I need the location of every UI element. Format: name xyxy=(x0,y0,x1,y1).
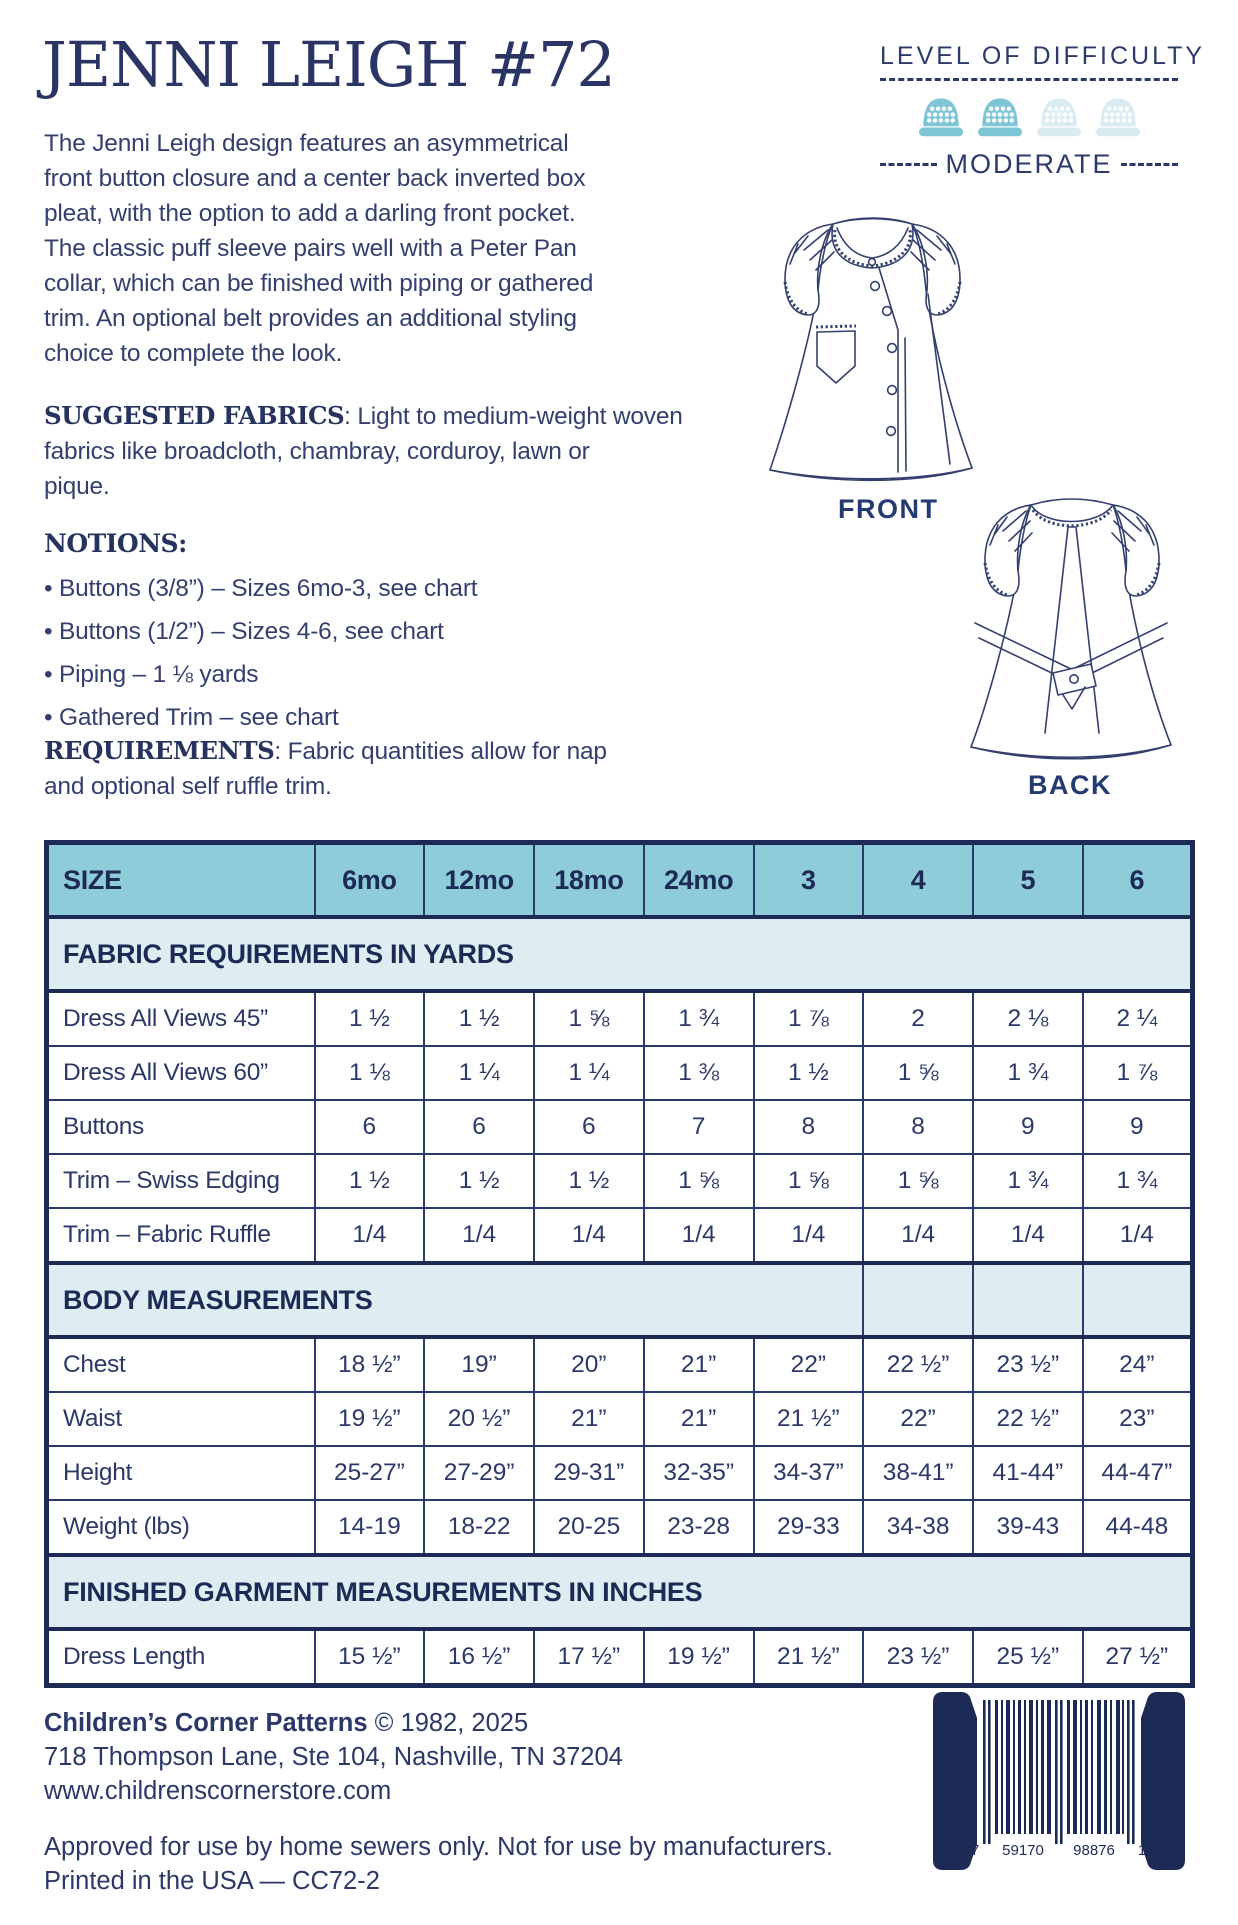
cell: 20-25 xyxy=(534,1500,644,1555)
row-label: Height xyxy=(47,1446,315,1500)
cell: 1 ½ xyxy=(534,1154,644,1208)
cell: 21” xyxy=(534,1392,644,1446)
row-label: Trim – Fabric Ruffle xyxy=(47,1208,315,1263)
thimble-icon xyxy=(1034,93,1084,139)
copyright-text: © 1982, 2025 xyxy=(374,1709,529,1737)
difficulty-heading: LEVEL OF DIFFICULTY xyxy=(880,42,1206,70)
approval-notice: Approved for use by home sewers only. Not for use by manufacturers. xyxy=(44,1833,833,1861)
cell: 14-19 xyxy=(315,1500,425,1555)
table-row xyxy=(47,1208,1193,1263)
column-header: 24mo xyxy=(644,843,754,918)
cell: 1 ¾ xyxy=(644,991,754,1046)
cell: 25-27” xyxy=(315,1446,425,1500)
cell: 29-33 xyxy=(754,1500,864,1555)
cell: 29-31” xyxy=(534,1446,644,1500)
cell: 1 ⅜ xyxy=(644,1046,754,1100)
cell: 44-47” xyxy=(1083,1446,1193,1500)
back-view-label: BACK xyxy=(1028,770,1112,800)
barcode-digits-group: 59170 xyxy=(1002,1842,1044,1859)
cell: 1/4 xyxy=(534,1208,644,1263)
requirements-heading: REQUIREMENTS xyxy=(44,736,275,765)
cell: 1 ¼ xyxy=(424,1046,534,1100)
cell: 27 ½” xyxy=(1083,1629,1193,1686)
dress-back-illustration xyxy=(945,483,1197,771)
cell: 21” xyxy=(644,1392,754,1446)
printed-notice: Printed in the USA — CC72-2 xyxy=(44,1867,380,1895)
cell: 32-35” xyxy=(644,1446,754,1500)
description-line: choice to complete the look. xyxy=(44,340,343,367)
barcode-digit: 1 xyxy=(1137,1842,1147,1859)
cell: 1/4 xyxy=(863,1208,973,1263)
cell: 1 ½ xyxy=(315,991,425,1046)
section-title-body: BODY MEASUREMENTS xyxy=(47,1263,864,1337)
cell: 6 xyxy=(534,1100,644,1154)
cell: 25 ½” xyxy=(973,1629,1083,1686)
size-chart-table xyxy=(44,840,1195,1688)
thimble-rating xyxy=(880,93,1178,139)
cell: 1 ⅝ xyxy=(863,1046,973,1100)
column-header: 6mo xyxy=(315,843,425,918)
cell: 23” xyxy=(1083,1392,1193,1446)
publisher-website: www.childrenscornerstore.com xyxy=(44,1777,392,1805)
cell: 1/4 xyxy=(424,1208,534,1263)
cell: 1 ½ xyxy=(754,1046,864,1100)
empty-cell xyxy=(1083,1263,1193,1337)
cell: 1 ⅞ xyxy=(1083,1046,1193,1100)
cell: 1 ⅝ xyxy=(863,1154,973,1208)
cell: 1 ¼ xyxy=(534,1046,644,1100)
column-header: 12mo xyxy=(424,843,534,918)
suggested-fabrics-text: pique. xyxy=(44,473,110,500)
column-header: 6 xyxy=(1083,843,1193,918)
cell: 1 ½ xyxy=(424,991,534,1046)
thimble-icon xyxy=(975,93,1025,139)
difficulty-level xyxy=(880,149,1178,180)
difficulty-meter xyxy=(880,42,1206,180)
cell: 1/4 xyxy=(973,1208,1083,1263)
description-line: The classic puff sleeve pairs well with a Peter Pan xyxy=(44,235,577,262)
notion-item: • Buttons (3/8”) – Sizes 6mo-3, see chart xyxy=(44,575,478,602)
cell: 21” xyxy=(644,1337,754,1392)
cell: 1/4 xyxy=(1083,1208,1193,1263)
cell: 1/4 xyxy=(644,1208,754,1263)
cell: 22” xyxy=(863,1392,973,1446)
column-header: 3 xyxy=(754,843,864,918)
barcode-digits-group: 98876 xyxy=(1073,1842,1115,1859)
requirements-section xyxy=(44,733,607,804)
notion-item: • Buttons (1/2”) – Sizes 4-6, see chart xyxy=(44,618,444,645)
empty-cell xyxy=(863,1263,973,1337)
publisher-name: Children’s Corner Patterns xyxy=(44,1709,368,1737)
cell: 19 ½” xyxy=(315,1392,425,1446)
cell: 1 ⅞ xyxy=(754,991,864,1046)
row-label: Weight (lbs) xyxy=(47,1500,315,1555)
dash-segment xyxy=(880,163,937,166)
section-title-fabric: FABRIC REQUIREMENTS IN YARDS xyxy=(47,917,1193,991)
row-label: Dress All Views 60” xyxy=(47,1046,315,1100)
upc-barcode xyxy=(933,1692,1185,1870)
table-row xyxy=(47,1500,1193,1555)
cell: 21 ½” xyxy=(754,1629,864,1686)
section-header-row xyxy=(47,1555,1193,1629)
cell: 34-38 xyxy=(863,1500,973,1555)
notions-section xyxy=(44,526,477,739)
cell: 1 ⅝ xyxy=(534,991,644,1046)
suggested-fabrics-section xyxy=(44,398,683,504)
cell: 27-29” xyxy=(424,1446,534,1500)
section-title-finished: FINISHED GARMENT MEASUREMENTS IN INCHES xyxy=(47,1555,1193,1629)
publisher-address: 718 Thompson Lane, Ste 104, Nashville, TN 37204 xyxy=(44,1743,623,1771)
cell: 1 ½ xyxy=(315,1154,425,1208)
description-line: trim. An optional belt provides an additional styling xyxy=(44,305,577,332)
row-label: Dress Length xyxy=(47,1629,315,1686)
suggested-fabrics-heading: SUGGESTED FABRICS xyxy=(44,401,345,430)
description-line: collar, which can be finished with piping or gathered xyxy=(44,270,594,297)
description-line: front button closure and a center back inverted box xyxy=(44,165,586,192)
cell: 15 ½” xyxy=(315,1629,425,1686)
thimble-icon xyxy=(916,93,966,139)
suggested-fabrics-text: : Light to medium-weight woven xyxy=(344,403,683,430)
table-row xyxy=(47,1154,1193,1208)
row-label: Trim – Swiss Edging xyxy=(47,1154,315,1208)
cell: 22 ½” xyxy=(973,1392,1083,1446)
table-row xyxy=(47,1046,1193,1100)
front-view-label: FRONT xyxy=(838,494,939,524)
row-label: Chest xyxy=(47,1337,315,1392)
cell: 18-22 xyxy=(424,1500,534,1555)
cell: 16 ½” xyxy=(424,1629,534,1686)
cell: 7 xyxy=(644,1100,754,1154)
cell: 20” xyxy=(534,1337,644,1392)
cell: 1/4 xyxy=(754,1208,864,1263)
cell: 2 xyxy=(863,991,973,1046)
cell: 1 ¾ xyxy=(1083,1154,1193,1208)
table-row xyxy=(47,1629,1193,1686)
cell: 19” xyxy=(424,1337,534,1392)
dashed-rule xyxy=(880,78,1178,81)
cell: 19 ½” xyxy=(644,1629,754,1686)
empty-cell xyxy=(973,1263,1083,1337)
cell: 24” xyxy=(1083,1337,1193,1392)
suggested-fabrics-text: fabrics like broadcloth, chambray, corduroy, lawn or xyxy=(44,438,590,465)
cell: 20 ½” xyxy=(424,1392,534,1446)
column-header-size: SIZE xyxy=(47,843,315,918)
cell: 21 ½” xyxy=(754,1392,864,1446)
cell: 1 ⅛ xyxy=(315,1046,425,1100)
cell: 23 ½” xyxy=(973,1337,1083,1392)
publisher-info xyxy=(44,1706,833,1898)
design-description xyxy=(44,126,593,371)
cell: 2 ¼ xyxy=(1083,991,1193,1046)
notions-heading: NOTIONS: xyxy=(44,529,187,558)
section-header-row xyxy=(47,1263,1193,1337)
cell: 6 xyxy=(424,1100,534,1154)
cell: 1 ⅝ xyxy=(644,1154,754,1208)
cell: 23 ½” xyxy=(863,1629,973,1686)
table-row xyxy=(47,1337,1193,1392)
column-header: 5 xyxy=(973,843,1083,918)
row-label: Dress All Views 45” xyxy=(47,991,315,1046)
cell: 1/4 xyxy=(315,1208,425,1263)
cell: 8 xyxy=(754,1100,864,1154)
cell: 22 ½” xyxy=(863,1337,973,1392)
cell: 2 ⅛ xyxy=(973,991,1083,1046)
cell: 1 ½ xyxy=(424,1154,534,1208)
column-header: 18mo xyxy=(534,843,644,918)
barcode-bars xyxy=(983,1700,1135,1844)
dash-segment xyxy=(1121,163,1178,166)
column-header: 4 xyxy=(863,843,973,918)
page-title: JENNI LEIGH #72 xyxy=(42,28,615,101)
requirements-text: : Fabric quantities allow for nap xyxy=(274,738,607,765)
table-row xyxy=(47,1392,1193,1446)
notion-item: • Piping – 1 ⅛ yards xyxy=(44,661,259,688)
section-header-row xyxy=(47,917,1193,991)
cell: 34-37” xyxy=(754,1446,864,1500)
cell: 39-43 xyxy=(973,1500,1083,1555)
cell: 44-48 xyxy=(1083,1500,1193,1555)
cell: 1 ⅝ xyxy=(754,1154,864,1208)
notion-item: • Gathered Trim – see chart xyxy=(44,704,339,731)
cell: 1 ¾ xyxy=(973,1154,1083,1208)
row-label: Buttons xyxy=(47,1100,315,1154)
cell: 9 xyxy=(973,1100,1083,1154)
row-label: Waist xyxy=(47,1392,315,1446)
cell: 23-28 xyxy=(644,1500,754,1555)
description-line: The Jenni Leigh design features an asymmetrical xyxy=(44,130,569,157)
cell: 22” xyxy=(754,1337,864,1392)
cell: 1 ¾ xyxy=(973,1046,1083,1100)
cell: 38-41” xyxy=(863,1446,973,1500)
table-header-row xyxy=(47,843,1193,918)
cell: 8 xyxy=(863,1100,973,1154)
cell: 6 xyxy=(315,1100,425,1154)
table-row xyxy=(47,1446,1193,1500)
barcode-digit: 7 xyxy=(970,1842,980,1859)
requirements-text: and optional self ruffle trim. xyxy=(44,773,332,800)
table-row xyxy=(47,1100,1193,1154)
cell: 41-44” xyxy=(973,1446,1083,1500)
description-line: pleat, with the option to add a darling front pocket. xyxy=(44,200,576,227)
cell: 18 ½” xyxy=(315,1337,425,1392)
difficulty-level-label: MODERATE xyxy=(945,149,1113,179)
table-row xyxy=(47,991,1193,1046)
dress-front-illustration xyxy=(738,198,1006,490)
cell: 9 xyxy=(1083,1100,1193,1154)
thimble-icon xyxy=(1093,93,1143,139)
cell: 17 ½” xyxy=(534,1629,644,1686)
